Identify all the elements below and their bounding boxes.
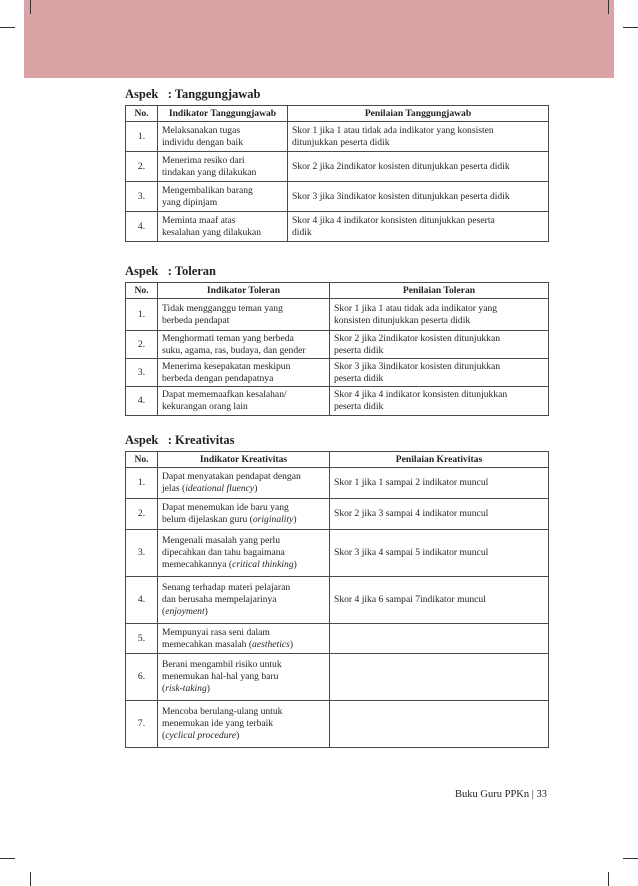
indicator-cell: Dapat menemukan ide baru yang belum dijelaskan guru (originality) [158,499,330,530]
crop-mark [0,858,15,859]
table-row [126,359,549,387]
row-number: 7. [126,701,158,748]
section-title: Aspek : Kreativitas [125,433,235,447]
header-no: No. [126,452,158,468]
table-toleran [125,282,549,416]
table-row [126,182,549,212]
row-number: 2. [126,499,158,530]
italic-term: aesthetics [252,638,290,650]
row-number: 1. [126,468,158,499]
assessment-cell: Skor 3 jika 3indikator kosisten ditunjukkan peserta didik [330,359,549,387]
indicator-cell: Senang terhadap materi pelajaran dan berusaha mempelajarinya (enjoyment) [158,577,330,624]
assessment-cell: Skor 3 jika 3indikator kosisten ditunjukkan peserta didik [288,182,549,212]
table-row [126,654,549,701]
assessment-cell: Skor 4 jika 4 indikator konsisten ditunjukkan peserta didik [288,212,549,242]
table-header-row [126,283,549,299]
row-number: 4. [126,212,158,242]
indicator-cell: Mengembalikan barang yang dipinjam [158,182,288,212]
table-row [126,624,549,654]
table-row [126,331,549,359]
table-row [126,152,549,182]
header-indicator: Indikator Kreativitas [158,452,330,468]
assessment-cell: Skor 2 jika 2indikator kosisten ditunjukkan peserta didik [330,331,549,359]
crop-mark [623,858,638,859]
italic-term: originality [252,514,294,525]
italic-term: risk-taking [165,683,207,694]
table-row [126,577,549,624]
row-number: 3. [126,359,158,387]
header-assessment: Penilaian Kreativitas [330,452,549,468]
table-kreativitas [125,451,549,748]
table-tanggungjawab [125,105,549,242]
section-title: Aspek : Tanggungjawab [125,87,261,101]
assessment-cell [330,701,549,748]
section-title: Aspek : Toleran [125,264,216,278]
italic-term: ideational fluency [185,483,255,494]
table-row [126,468,549,499]
table-row [126,387,549,416]
table-row [126,122,549,152]
header-no: No. [126,106,158,122]
table-row [126,212,549,242]
crop-mark [0,27,15,28]
row-number: 1. [126,122,158,152]
assessment-cell: Skor 4 jika 4 indikator konsisten ditunjukkan peserta didik [330,387,549,416]
italic-term: cyclical procedure [165,730,237,741]
table-row [126,530,549,577]
indicator-cell: Menerima resiko dari tindakan yang dilakukan [158,152,288,182]
assessment-cell: Skor 3 jika 4 sampai 5 indikator muncul [330,530,549,577]
assessment-cell: Skor 2 jika 2indikator kosisten ditunjukkan peserta didik [288,152,549,182]
page-footer: Buku Guru PPKn | 33 [455,789,547,800]
row-number: 6. [126,654,158,701]
header-no: No. [126,283,158,299]
indicator-cell: Mengenali masalah yang perlu dipecahkan dan tahu bagaimana memecahkannya (critical thinking) [158,530,330,577]
row-number: 1. [126,299,158,331]
header-indicator: Indikator Tanggungjawab [158,106,288,122]
row-number: 3. [126,182,158,212]
indicator-cell: Berani mengambil risiko untuk menemukan hal-hal yang baru (risk-taking) [158,654,330,701]
crop-mark [623,27,638,28]
row-number: 3. [126,530,158,577]
crop-mark [30,872,31,886]
header-assessment: Penilaian Toleran [330,283,549,299]
assessment-cell: Skor 1 jika 1 atau tidak ada indikator yang konsisten ditunjukkan peserta didik [330,299,549,331]
header-indicator: Indikator Toleran [158,283,330,299]
italic-term: enjoyment [165,606,205,617]
row-number: 5. [126,624,158,654]
row-number: 2. [126,152,158,182]
assessment-cell [330,624,549,654]
indicator-cell: Melaksanakan tugas individu dengan baik [158,122,288,152]
indicator-cell: Dapat mememaafkan kesalahan/ kekurangan orang lain [158,387,330,416]
assessment-cell [330,654,549,701]
row-number: 4. [126,387,158,416]
indicator-cell: Dapat menyatakan pendapat dengan jelas (ideational fluency) [158,468,330,499]
table-header-row [126,452,549,468]
crop-mark [608,0,609,14]
row-number: 4. [126,577,158,624]
table-row [126,299,549,331]
assessment-cell: Skor 4 jika 6 sampai 7indikator muncul [330,577,549,624]
table-row [126,499,549,530]
assessment-cell: Skor 1 jika 1 atau tidak ada indikator yang konsisten ditunjukkan peserta didik [288,122,549,152]
indicator-cell: Meminta maaf atas kesalahan yang dilakukan [158,212,288,242]
header-band [24,0,614,78]
indicator-cell: Mencoba berulang-ulang untuk menemukan ide yang terbaik (cyclical procedure) [158,701,330,748]
indicator-cell: Menghormati teman yang berbeda suku, agama, ras, budaya, dan gender [158,331,330,359]
header-assessment: Penilaian Tanggungjawab [288,106,549,122]
indicator-cell: Tidak mengganggu teman yang berbeda pendapat [158,299,330,331]
row-number: 2. [126,331,158,359]
table-row [126,701,549,748]
table-header-row [126,106,549,122]
assessment-cell: Skor 2 jika 3 sampai 4 indikator muncul [330,499,549,530]
crop-mark [608,872,609,886]
assessment-cell: Skor 1 jika 1 sampai 2 indikator muncul [330,468,549,499]
indicator-cell: Mempunyai rasa seni dalam memecahkan masalah (aesthetics) [158,624,330,654]
italic-term: critical thinking [232,559,294,570]
crop-mark [30,0,31,14]
indicator-cell: Menerima kesepakatan meskipun berbeda dengan pendapatnya [158,359,330,387]
